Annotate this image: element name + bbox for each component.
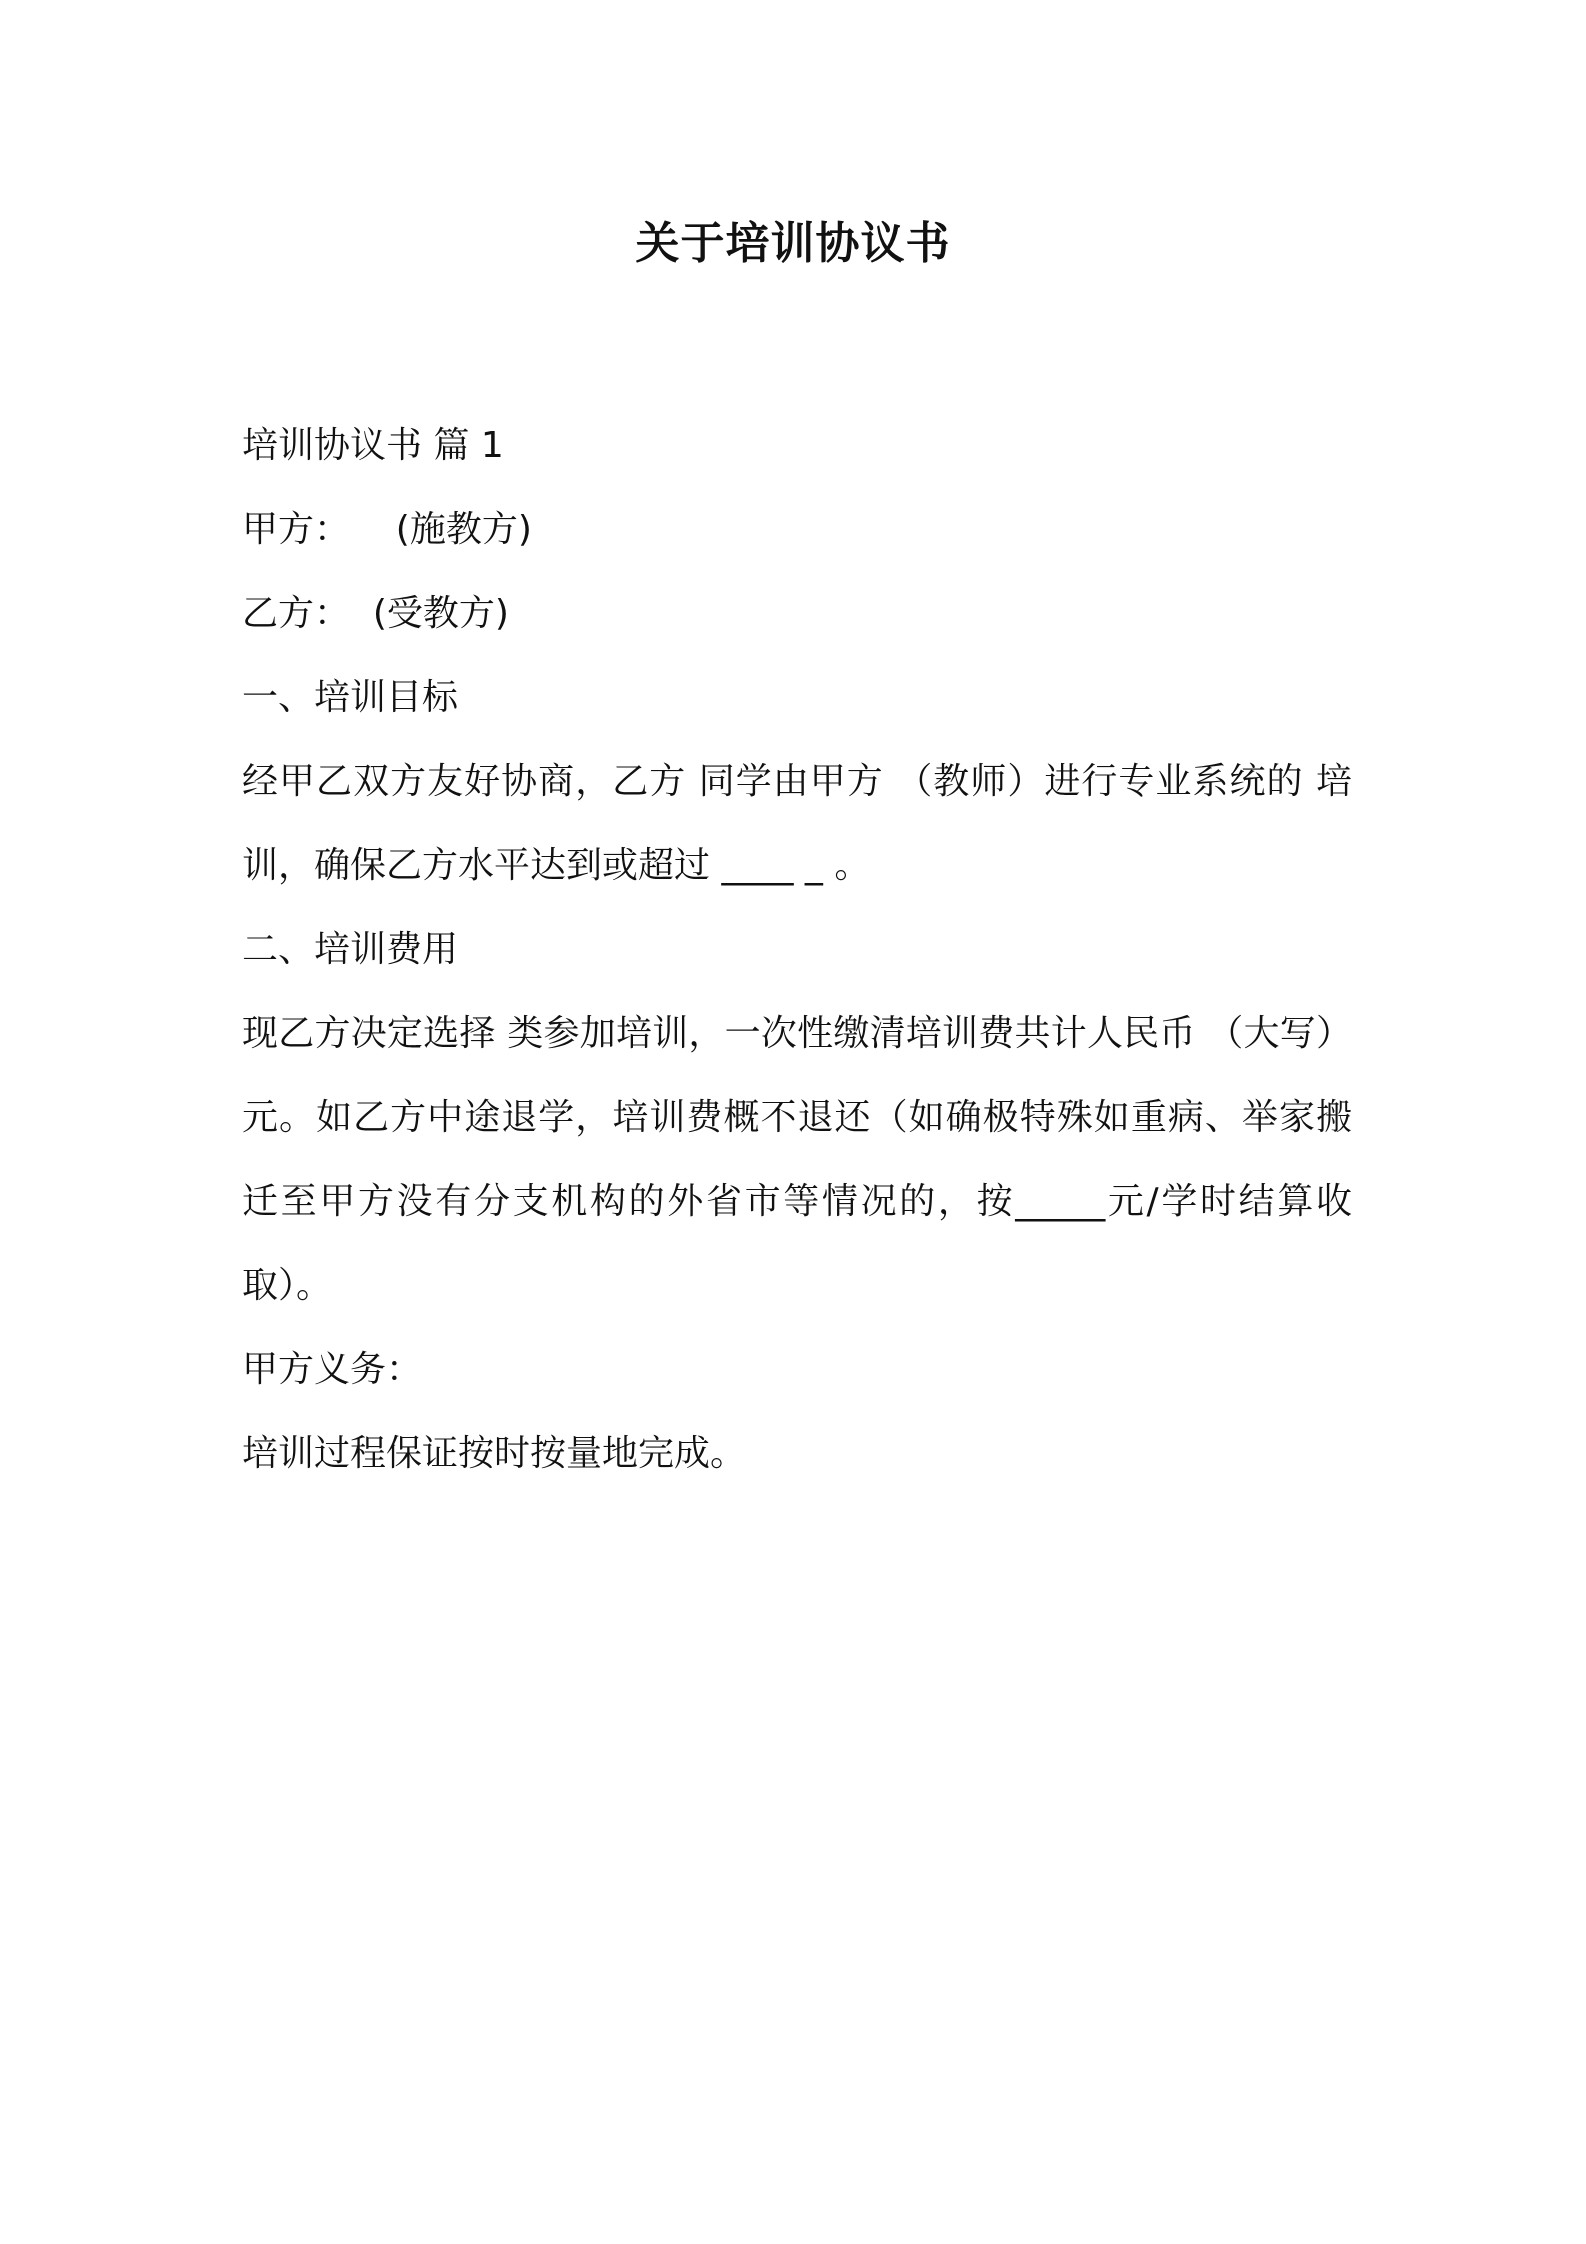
paragraph-line: 元。如乙方中途退学，培训费概不退还（如确极特殊如重病、举家搬 xyxy=(242,1097,1352,1138)
party-a-duties-heading: 甲方义务： xyxy=(242,1349,423,1390)
document-body xyxy=(242,404,1352,1496)
paragraph-line: 培训过程保证按时按量地完成。 xyxy=(242,1433,747,1474)
section-heading: 培训协议书 篇 1 xyxy=(242,425,504,466)
paragraph-line: 训，确保乙方水平达到或超过 ____ _ 。 xyxy=(242,845,871,886)
party-b-line: 乙方： (受教方) xyxy=(242,593,509,634)
paragraph-line: 迁至甲方没有分支机构的外省市等情况的，按_____元/学时结算收 xyxy=(242,1181,1352,1222)
document-title: 关于培训协议书 xyxy=(635,218,951,269)
paragraph-line: 经甲乙双方友好协商，乙方 同学由甲方 （教师）进行专业系统的 培 xyxy=(242,761,1352,802)
paragraph-line: 取）。 xyxy=(242,1265,333,1306)
party-a-line: 甲方： (施教方) xyxy=(242,509,532,550)
clause-heading-goal: 一、培训目标 xyxy=(242,677,459,718)
clause-heading-fee: 二、培训费用 xyxy=(242,929,459,970)
paragraph-line: 现乙方决定选择 类参加培训，一次性缴清培训费共计人民币 （大写） xyxy=(242,1013,1352,1054)
